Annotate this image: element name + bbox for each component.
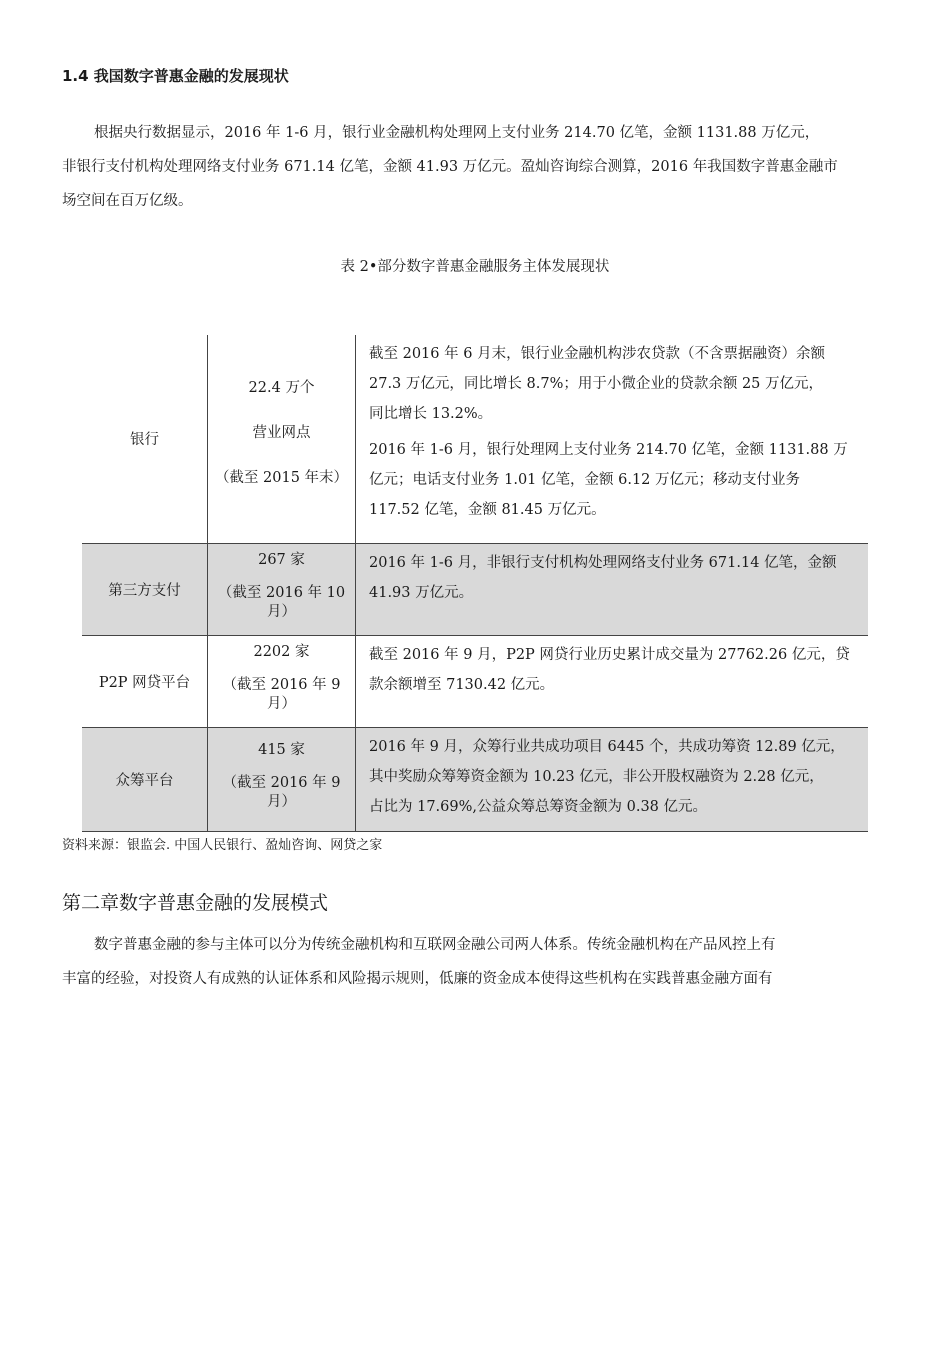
detail-line: 41.93 万亿元。 <box>369 584 474 601</box>
detail-line: 27.3 万亿元，同比增长 8.7%；用于小微企业的贷款余额 25 万亿元， <box>369 376 824 392</box>
development-status-table <box>82 335 868 832</box>
detail-line: 2016 年 1-6 月，银行处理网上支付业务 214.70 亿笔，金额 1131.88 万 <box>369 442 848 458</box>
count-line: 营业网点 <box>252 425 311 442</box>
detail-line: 117.52 亿笔，金额 81.45 万亿元。 <box>369 502 606 518</box>
detail-line: 截至 2016 年 6 月末，银行业金融机构涉农贷款（不含票据融资）余额 <box>369 346 826 362</box>
entity-cell: P2P 网贷平台 <box>98 674 191 691</box>
count-cell <box>208 635 356 727</box>
count-note: （截至 2016 年 10 月） <box>217 584 346 620</box>
count-cell <box>208 335 356 543</box>
count-note: （截至 2016 年 9 月） <box>222 774 341 810</box>
intro-line: 根据央行数据显示，2016 年 1-6 月，银行业金融机构处理网上支付业务 214.70 亿笔，金额 1131.88 万亿元， <box>94 125 820 141</box>
detail-cell <box>356 543 869 635</box>
table-caption: 表 2•部分数字普惠金融服务主体发展现状 <box>340 259 610 275</box>
intro-paragraph <box>62 116 892 218</box>
detail-block <box>369 435 858 525</box>
chapter-line: 数字普惠金融的参与主体可以分为传统金融机构和互联网金融公司两人体系。传统金融机构在产品风控上有 <box>94 937 776 953</box>
section-heading: 1.4 我国数字普惠金融的发展现状 <box>62 67 289 85</box>
intro-line: 非银行支付机构处理网络支付业务 671.14 亿笔，金额 41.93 万亿元。盈灿咨询综合测算，2016 年我国数字普惠金融市 <box>62 159 838 175</box>
count-line: 22.4 万个 <box>248 380 315 397</box>
detail-line: 亿元；电话支付业务 1.01 亿笔，金额 6.12 万亿元；移动支付业务 <box>369 472 801 488</box>
detail-line: 截至 2016 年 9 月，P2P 网贷行业历史累计成交量为 27762.26 亿元，贷 <box>369 646 850 663</box>
entity-cell: 第三方支付 <box>82 543 208 635</box>
chapter-paragraph <box>62 928 892 996</box>
detail-cell <box>356 635 869 727</box>
detail-cell <box>356 335 869 543</box>
detail-cell <box>356 727 869 831</box>
detail-line: 同比增长 13.2%。 <box>369 406 493 422</box>
entity-cell: 众筹平台 <box>82 727 208 831</box>
intro-line: 场空间在百万亿级。 <box>62 193 193 209</box>
count-value: 267 家 <box>258 551 305 568</box>
count-cell <box>208 543 356 635</box>
table-source: 资料来源：银监会. 中国人民银行、盈灿咨询、网贷之家 <box>62 838 383 853</box>
table-row-crowdfunding <box>82 727 868 831</box>
table-row-third-party-payment <box>82 543 868 635</box>
entity-cell: 银行 <box>130 432 159 449</box>
chapter-line: 丰富的经验，对投资人有成熟的认证体系和风险揭示规则，低廉的资金成本使得这些机构在实践普惠金融方面有 <box>62 971 773 987</box>
count-value: 2202 家 <box>253 643 310 660</box>
detail-line: 其中奖励众筹筹资金额为 10.23 亿元，非公开股权融资为 2.28 亿元， <box>369 768 824 785</box>
detail-line: 占比为 17.69%,公益众筹总筹资金额为 0.38 亿元。 <box>369 798 708 815</box>
chapter-title: 第二章数字普惠金融的发展模式 <box>62 892 329 914</box>
count-line: （截至 2015 年末） <box>214 470 349 487</box>
count-cell <box>208 727 356 831</box>
count-note: （截至 2016 年 9 月） <box>222 676 341 712</box>
table-row-p2p <box>82 635 868 727</box>
detail-line: 款余额增至 7130.42 亿元。 <box>369 676 555 693</box>
table-row-bank <box>82 335 868 543</box>
count-value: 415 家 <box>258 741 305 758</box>
detail-block <box>369 339 858 429</box>
detail-line: 2016 年 9 月，众筹行业共成功项目 6445 个，共成功筹资 12.89 亿元， <box>369 738 845 755</box>
detail-line: 2016 年 1-6 月，非银行支付机构处理网络支付业务 671.14 亿笔，金额 <box>369 554 837 571</box>
